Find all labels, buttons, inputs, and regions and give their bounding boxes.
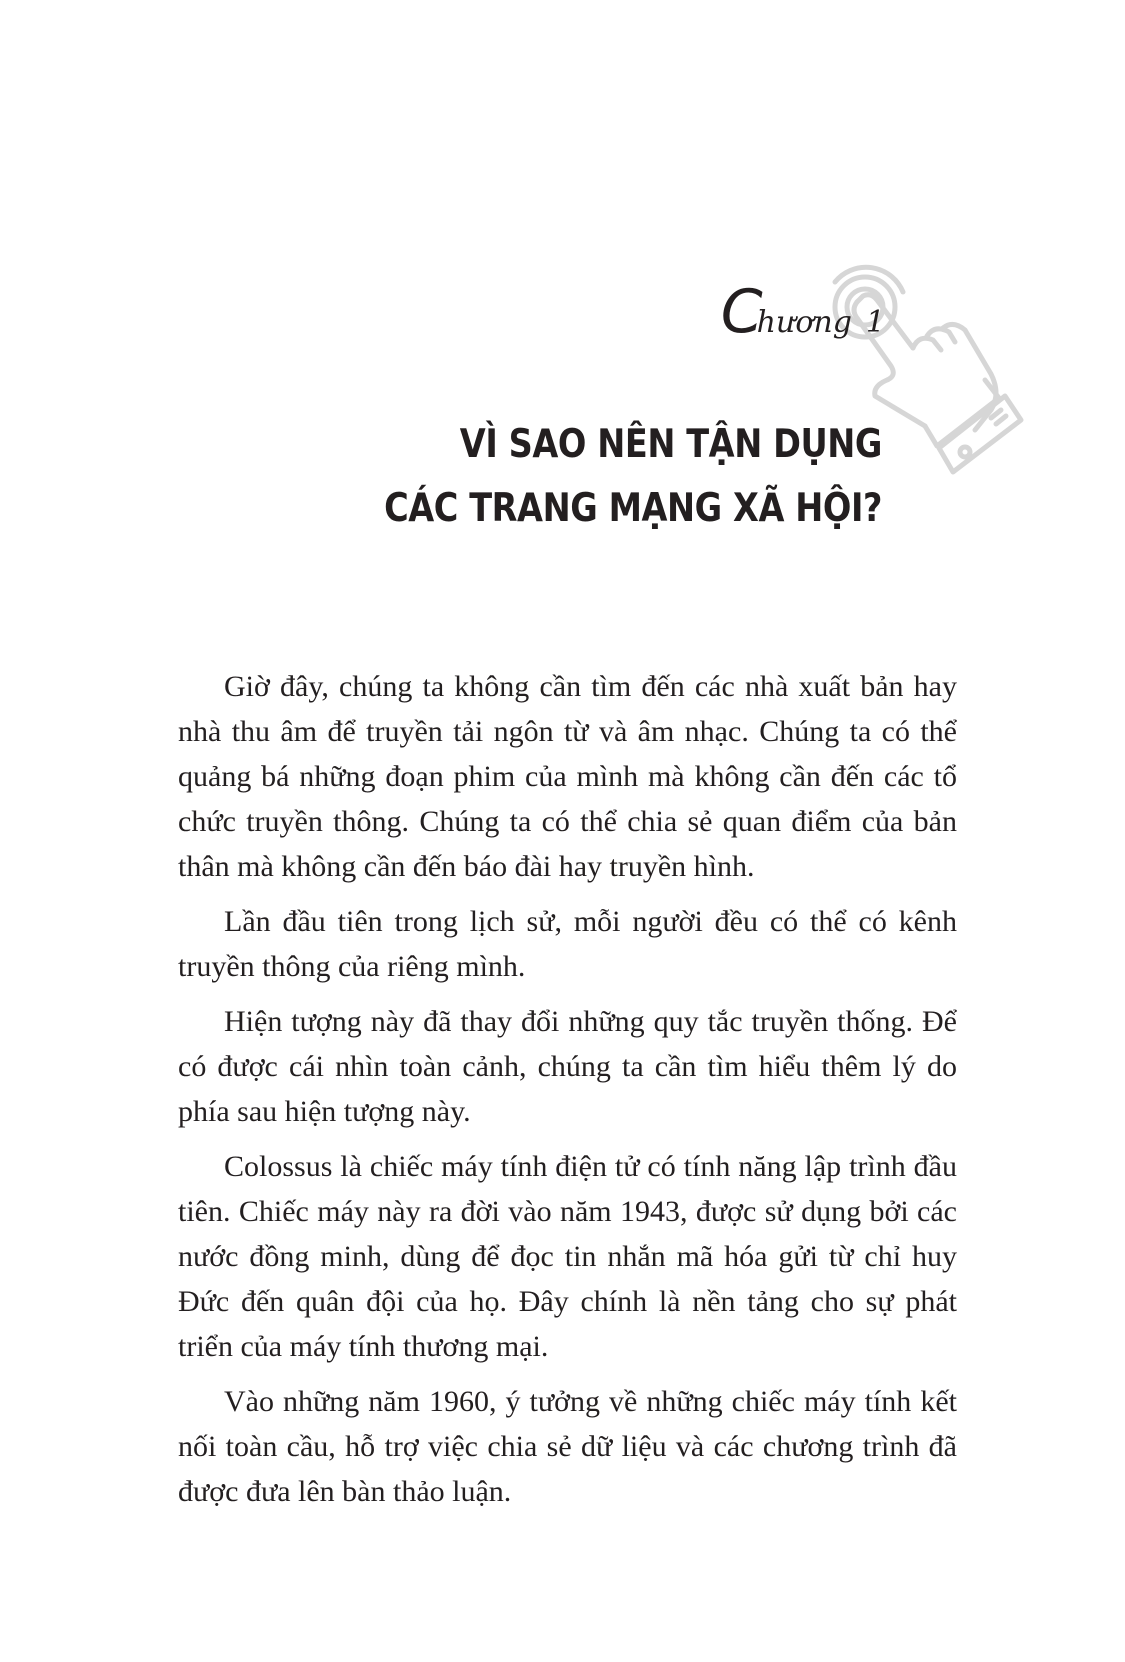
chapter-title-line: VÌ SAO NÊN TẬN DỤNG	[459, 422, 882, 467]
paragraph: Vào những năm 1960, ý tưởng về những chiếc máy tính kết nối toàn cầu, hỗ trợ việc chia sẻ dữ liệu và các chương trình đã được đưa lên bàn thảo luận.	[178, 1385, 957, 1508]
chapter-title	[384, 413, 882, 541]
paragraph: Hiện tượng này đã thay đổi những quy tắc truyền thống. Để có được cái nhìn toàn cảnh, chúng ta cần tìm hiểu thêm lý do phía sau hiện tượng này.	[178, 1005, 957, 1128]
paragraph: Colossus là chiếc máy tính điện tử có tính năng lập trình đầu tiên. Chiếc máy này ra đời vào năm 1943, được sử dụng bởi các nước đồng minh, dùng để đọc tin nhắn mã hóa gửi từ chỉ huy Đức đến quân đội của họ. Đây chính là nền tảng cho sự phát triển của máy tính thương mại.	[178, 1150, 957, 1363]
chapter-label	[720, 277, 885, 347]
body-text	[178, 664, 957, 1524]
chapter-title-line: CÁC TRANG MẠNG XÃ HỘI?	[384, 486, 882, 531]
chapter-number: 1	[865, 305, 885, 340]
chapter-initial: C	[720, 277, 763, 347]
paragraph: Lần đầu tiên trong lịch sử, mỗi người đều có thể có kênh truyền thông của riêng mình.	[178, 905, 957, 983]
paragraph: Giờ đây, chúng ta không cần tìm đến các nhà xuất bản hay nhà thu âm để truyền tải ngôn từ và âm nhạc. Chúng ta có thể quảng bá những đoạn phim của mình mà không cần đến các tổ chức truyền thông. Chúng ta có thể chia sẻ quan điểm của bản thân mà không cần đến báo đài hay truyền hình.	[178, 670, 957, 883]
chapter-word: hương	[756, 305, 852, 340]
